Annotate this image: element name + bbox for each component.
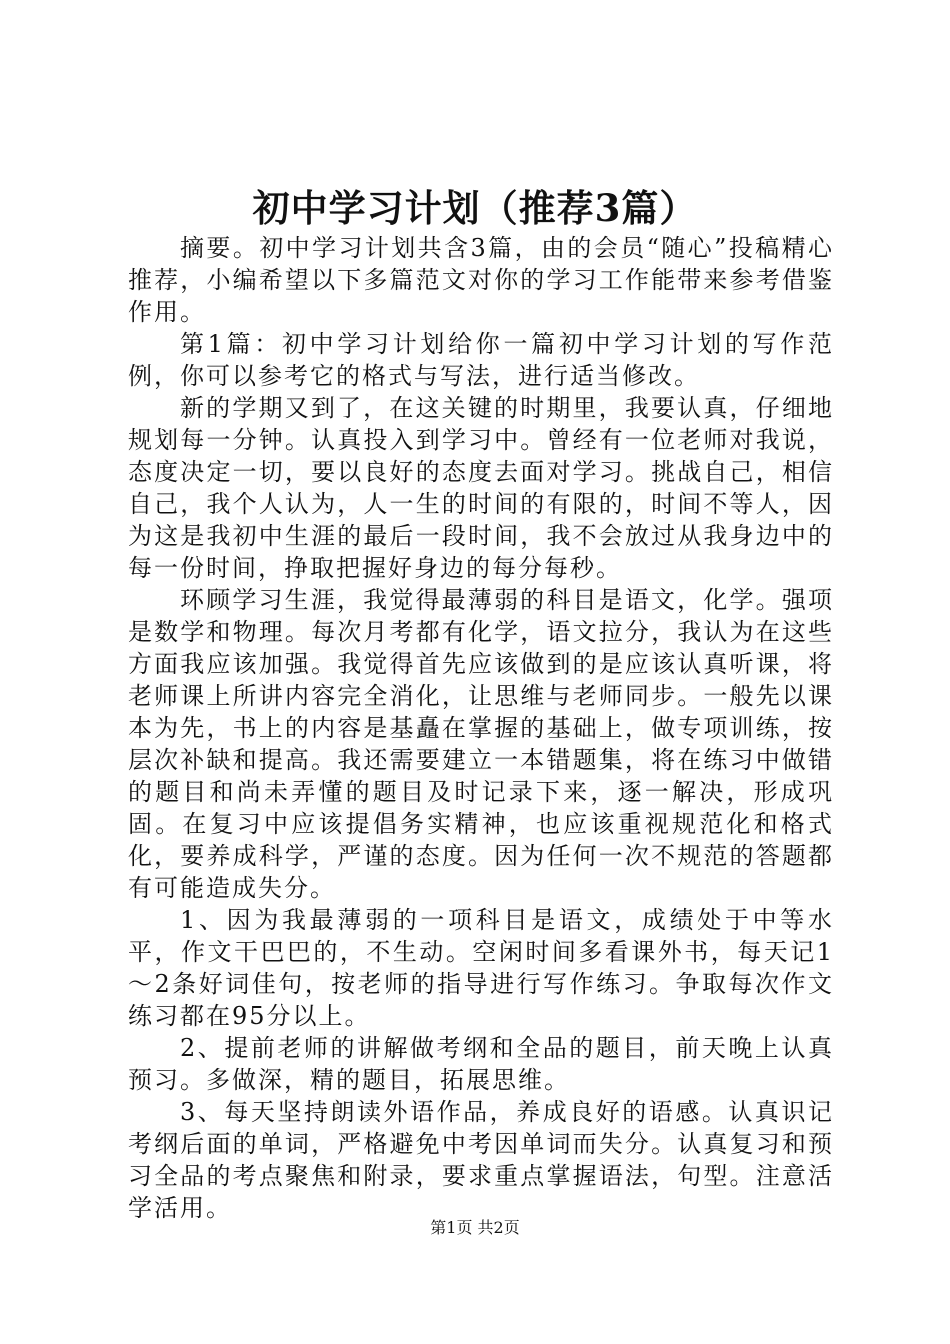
document-body [128,232,834,1224]
page-number-footer: 第1页 共2页 [430,1218,520,1237]
body-paragraph: 环顾学习生涯，我觉得最薄弱的科目是语文，化学。强项是数学和物理。每次月考都有化学，语文拉分，我认为在这些方面我应该加强。我觉得首先应该做到的是应该认真听课，将老师课上所讲内容完全消化，让思维与老师同步。一般先以课本为先，书上的内容是基矗在掌握的基础上，做专项训练，按层次补缺和提高。我还需要建立一本错题集，将在练习中做错的题目和尚未弄懂的题目及时记录下来，逐一解决，形成巩固。在复习中应该提倡务实精神，也应该重视规范化和格式化，要养成科学，严谨的态度。因为任何一次不规范的答题都有可能造成失分。 [128,586,834,902]
article-intro-paragraph: 第1篇：初中学习计划给你一篇初中学习计划的写作范例，你可以参考它的格式与写法，进行适当修改。 [128,330,834,390]
body-paragraph: 新的学期又到了，在这关键的时期里，我要认真，仔细地规划每一分钟。认真投入到学习中。曾经有一位老师对我说，态度决定一切，要以良好的态度去面对学习。挑战自己，相信自己，我个人认为，人一生的时间的有限的，时间不等人，因为这是我初中生涯的最后一段时间，我不会放过从我身边中的每一份时间，挣取把握好身边的每分每秒。 [128,394,834,582]
list-paragraph-3: 3、每天坚持朗读外语作品，养成良好的语感。认真识记考纲后面的单词，严格避免中考因单词而失分。认真复习和预习全品的考点聚焦和附录，要求重点掌握语法，句型。注意活学活用。 [128,1098,834,1222]
list-paragraph-1: 1、因为我最薄弱的一项科目是语文，成绩处于中等水平，作文干巴巴的，不生动。空闲时间多看课外书，每天记1～2条好词佳句，按老师的指导进行写作练习。争取每次作文练习都在95分以上。 [128,906,834,1030]
document-title: 初中学习计划（推荐3篇） [252,186,698,230]
abstract-paragraph: 摘要。初中学习计划共含3篇，由的会员“随心”投稿精心推荐，小编希望以下多篇范文对你的学习工作能带来参考借鉴作用。 [128,234,834,326]
list-paragraph-2: 2、提前老师的讲解做考纲和全品的题目，前天晚上认真预习。多做深，精的题目，拓展思维。 [128,1034,834,1094]
